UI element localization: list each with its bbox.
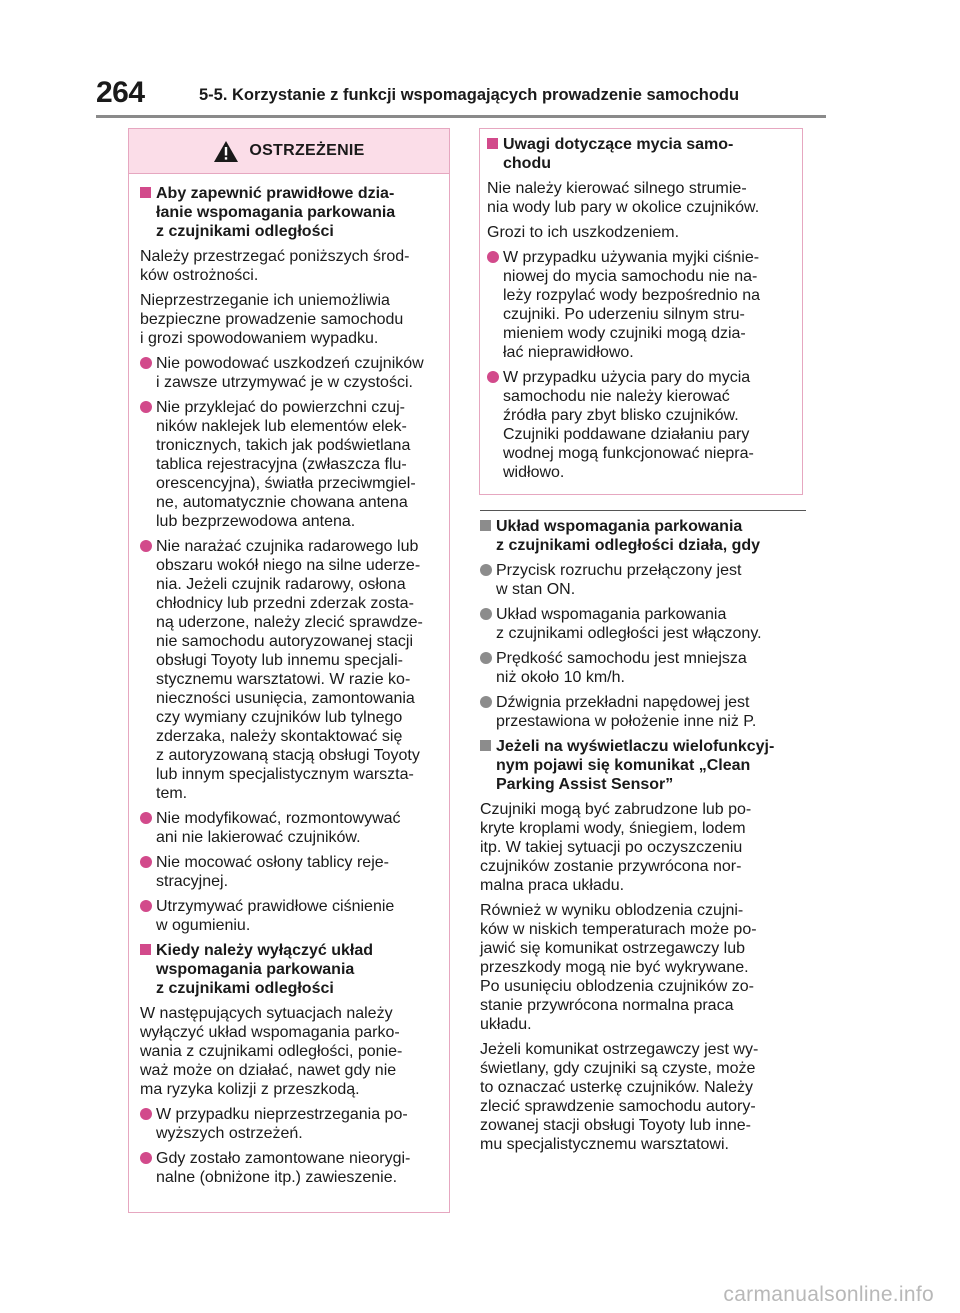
text-line: chodu — [503, 155, 551, 172]
text-line: Gdy zostało zamontowane nieorygi- — [156, 1150, 411, 1167]
page-header — [96, 74, 826, 114]
circle-bullet-icon — [480, 608, 492, 620]
text-line: ani nie lakierować czujników. — [156, 829, 361, 846]
bullet-item — [140, 398, 443, 531]
text-line: Układ wspomagania parkowania — [496, 518, 743, 535]
section-title: 5-5. Korzystanie z funkcji wspomagających prowadzenie samochodu — [199, 86, 740, 104]
circle-bullet-icon — [140, 856, 152, 868]
text-line: zowanej stacji obsługi Toyoty lub inne- — [480, 1117, 751, 1134]
text-line: świetlany, gdy czujniki są czyste, może — [480, 1060, 756, 1077]
subheading — [140, 941, 443, 998]
circle-bullet-icon — [480, 564, 492, 576]
text-line: czujniki. Po uderzeniu silnym stru- — [503, 306, 745, 323]
washing-notes-body — [480, 129, 802, 482]
paragraph — [140, 247, 443, 285]
text-line: Jeżeli na wyświetlaczu wielofunkcyj- — [496, 738, 775, 755]
text-line: ków w niskich temperaturach może po- — [480, 921, 757, 938]
header-rule — [96, 115, 826, 118]
text-line: Utrzymywać prawidłowe ciśnienie — [156, 898, 395, 915]
text-line: Czujniki poddawane działaniu pary — [503, 426, 750, 443]
circle-bullet-icon — [480, 652, 492, 664]
warning-triangle-icon — [213, 140, 239, 163]
text-line: obszaru wokół niego na silne uderze- — [156, 557, 421, 574]
text-line: stracyjnej. — [156, 873, 229, 890]
text-line: ma ryzyka kolizji z przeszkodą. — [140, 1081, 360, 1098]
text-line: Jeżeli komunikat ostrzegawczy jest wy- — [480, 1041, 759, 1058]
text-line: nieczności usunięcia, zamontowania — [156, 690, 415, 707]
text-line: łanie wspomagania parkowania — [156, 204, 396, 221]
text-line: Również w wyniku oblodzenia czujni- — [480, 902, 744, 919]
bullet-item — [140, 1149, 443, 1187]
paragraph — [487, 223, 796, 242]
text-line: Nieprzestrzeganie ich uniemożliwia — [140, 292, 390, 309]
text-line: z autoryzowaną stacją obsługi Toyoty — [156, 747, 420, 764]
bullet-item — [140, 537, 443, 803]
text-line: ne, automatycznie chowana antena — [156, 494, 408, 511]
text-line: czujników zostanie przywrócona nor- — [480, 858, 742, 875]
bullet-item — [487, 248, 796, 362]
text-line: nia. Jeżeli czujnik radarowy, osłona — [156, 576, 406, 593]
text-line: niż około 10 km/h. — [496, 669, 625, 686]
text-line: nalne (obniżone itp.) zawieszenie. — [156, 1169, 398, 1186]
square-bullet-icon — [140, 944, 151, 955]
text-line: czy wymiany czujników lub tylnego — [156, 709, 403, 726]
text-line: niowej do mycia samochodu nie na- — [503, 268, 758, 285]
text-line: mieniem wody czujniki mogą dzia- — [503, 325, 746, 342]
text-line: Nie należy kierować silnego strumie- — [487, 180, 747, 197]
text-line: Układ wspomagania parkowania — [496, 606, 727, 623]
text-line: kryte kroplami wody, śniegiem, lodem — [480, 820, 746, 837]
text-line: Uwagi dotyczące mycia samo- — [503, 136, 734, 153]
main-text-column — [480, 510, 806, 1160]
square-bullet-icon — [480, 740, 491, 751]
bullet-item — [140, 354, 443, 392]
circle-bullet-icon — [140, 812, 152, 824]
text-line: to oznaczać usterkę czujników. Należy — [480, 1079, 754, 1096]
paragraph — [487, 179, 796, 217]
circle-bullet-icon — [480, 696, 492, 708]
text-line: W przypadku nieprzestrzegania po- — [156, 1106, 408, 1123]
text-line: i grozi spowodowaniem wypadku. — [140, 330, 379, 347]
text-line: widłowo. — [503, 464, 565, 481]
text-line: źródła pary zbyt blisko czujników. — [503, 407, 739, 424]
text-line: nie samochodu autoryzowanej stacji — [156, 633, 414, 650]
text-line: orescencyjna), światła przeciwmgiel- — [156, 475, 416, 492]
bullet-item — [480, 649, 806, 687]
text-line: leży rozpylać wody bezpośrednio na — [503, 287, 761, 304]
subheading — [480, 737, 806, 794]
text-line: itp. W takiej sytuacji po oczyszczeniu — [480, 839, 743, 856]
text-line: jawić się komunikat ostrzegawczy lub — [480, 940, 745, 957]
text-line: układu. — [480, 1016, 532, 1033]
text-line: Po usunięciu oblodzenia czujników zo- — [480, 978, 754, 995]
text-line: wyższych ostrzeżeń. — [156, 1125, 303, 1142]
text-line: Należy przestrzegać poniższych środ- — [140, 248, 410, 265]
text-line: Przycisk rozruchu przełączony jest — [496, 562, 742, 579]
text-line: z czujnikami odległości — [156, 223, 334, 240]
watermark: carmanualsonline.info — [723, 1283, 934, 1306]
bullet-item — [480, 693, 806, 731]
subheading — [480, 517, 806, 555]
text-line: z czujnikami odległości — [156, 980, 334, 997]
bullet-item — [480, 605, 806, 643]
text-line: wyłączyć układ wspomagania parko- — [140, 1024, 400, 1041]
paragraph — [140, 1004, 443, 1099]
text-line: Czujniki mogą być zabrudzone lub po- — [480, 801, 752, 818]
text-line: stycznemu warsztatowi. W razie ko- — [156, 671, 411, 688]
paragraph — [480, 800, 806, 895]
text-line: lub innym specjalistycznym warszta- — [156, 766, 414, 783]
text-line: W przypadku używania myjki ciśnie- — [503, 249, 760, 266]
text-line: nym pojawi się komunikat „Clean — [496, 757, 751, 774]
circle-bullet-icon — [487, 371, 499, 383]
text-line: nia wody lub pary w okolice czujników. — [487, 199, 760, 216]
circle-bullet-icon — [140, 401, 152, 413]
text-line: w stan ON. — [496, 581, 576, 598]
bullet-item — [140, 897, 443, 935]
text-line: chłodnicy lub przedni zderzak zosta- — [156, 595, 414, 612]
text-line: zderzaka, należy skontaktować się — [156, 728, 403, 745]
washing-notes-box — [479, 128, 803, 495]
text-line: Parking Assist Sensor” — [496, 776, 674, 793]
text-line: lub bezprzewodowa antena. — [156, 513, 356, 530]
circle-bullet-icon — [140, 540, 152, 552]
text-line: Nie przyklejać do powierzchni czuj- — [156, 399, 405, 416]
circle-bullet-icon — [140, 1108, 152, 1120]
text-line: mu specjalistycznemu warsztatowi. — [480, 1136, 729, 1153]
circle-bullet-icon — [140, 1152, 152, 1164]
text-line: Nie mocować osłony tablicy reje- — [156, 854, 389, 871]
text-line: zlecić sprawdzenie samochodu autory- — [480, 1098, 756, 1115]
bullet-item — [480, 561, 806, 599]
warning-title: OSTRZEŻENIE — [249, 142, 365, 159]
page-number: 264 — [96, 76, 145, 109]
text-line: łać nieprawidłowo. — [503, 344, 634, 361]
text-line: bezpieczne prowadzenie samochodu — [140, 311, 404, 328]
text-line: Dźwignia przekładni napędowej jest — [496, 694, 750, 711]
text-line: przestawiona w położenie inne niż P. — [496, 713, 757, 730]
text-line: wodnej mogą funkcjonować niepra- — [503, 445, 754, 462]
text-line: Grozi to ich uszkodzeniem. — [487, 224, 680, 241]
bullet-item — [140, 1105, 443, 1143]
text-line: tablica rejestracyjna (zwłaszcza flu- — [156, 456, 407, 473]
text-line: ników naklejek lub elementów elek- — [156, 418, 407, 435]
main-text-body — [480, 517, 806, 1154]
text-line: Nie modyfikować, rozmontowywać — [156, 810, 401, 827]
subheading — [487, 135, 796, 173]
circle-bullet-icon — [140, 357, 152, 369]
text-line: Kiedy należy wyłączyć układ — [156, 942, 373, 959]
text-line: ków ostrożności. — [140, 267, 259, 284]
section-rule — [480, 510, 806, 511]
bullet-item — [140, 809, 443, 847]
text-line: ną uderzone, należy zlecić sprawdze- — [156, 614, 423, 631]
warning-header — [129, 129, 449, 174]
text-line: i zawsze utrzymywać je w czystości. — [156, 374, 413, 391]
square-bullet-icon — [487, 138, 498, 149]
text-line: samochodu nie należy kierować — [503, 388, 730, 405]
square-bullet-icon — [480, 520, 491, 531]
text-line: Nie narażać czujnika radarowego lub — [156, 538, 419, 555]
paragraph — [480, 1040, 806, 1154]
text-line: Aby zapewnić prawidłowe dzia- — [156, 185, 395, 202]
text-line: stanie przywrócona normalna praca — [480, 997, 734, 1014]
text-line: tem. — [156, 785, 188, 802]
text-line: z czujnikami odległości działa, gdy — [496, 537, 761, 554]
text-line: Prędkość samochodu jest mniejsza — [496, 650, 747, 667]
bullet-item — [140, 853, 443, 891]
warning-box — [128, 128, 450, 1213]
text-line: waż może on działać, nawet gdy nie — [140, 1062, 397, 1079]
paragraph — [480, 901, 806, 1034]
square-bullet-icon — [140, 187, 151, 198]
text-line: malna praca układu. — [480, 877, 625, 894]
text-line: wania z czujnikami odległości, ponie- — [140, 1043, 403, 1060]
circle-bullet-icon — [140, 900, 152, 912]
bullet-item — [487, 368, 796, 482]
subheading — [140, 184, 443, 241]
text-line: tronicznych, takich jak podświetlana — [156, 437, 411, 454]
text-line: przeszkody mogą nie być wykrywane. — [480, 959, 749, 976]
text-line: wspomagania parkowania — [156, 961, 355, 978]
text-line: obsługi Toyoty lub innemu specjali- — [156, 652, 403, 669]
text-line: W przypadku użycia pary do mycia — [503, 369, 751, 386]
warning-body — [129, 174, 449, 1187]
text-line: w ogumieniu. — [156, 917, 251, 934]
text-line: Nie powodować uszkodzeń czujników — [156, 355, 424, 372]
text-line: W następujących sytuacjach należy — [140, 1005, 393, 1022]
paragraph — [140, 291, 443, 348]
circle-bullet-icon — [487, 251, 499, 263]
text-line: z czujnikami odległości jest włączony. — [496, 625, 762, 642]
